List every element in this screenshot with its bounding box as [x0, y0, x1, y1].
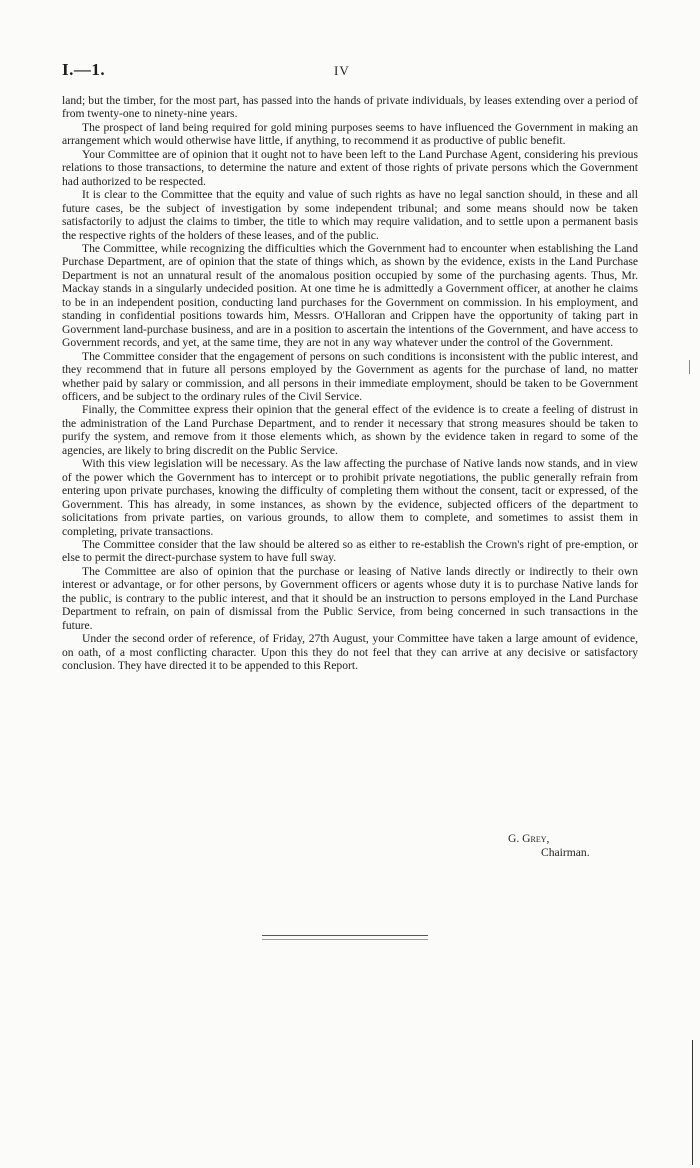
page-edge-mark [692, 1040, 693, 1165]
margin-mark [689, 360, 690, 374]
page-number: IV [334, 63, 350, 78]
paragraph: Under the second order of reference, of Friday, 27th August, your Committee have taken a large amount of evidence, on oath, of a most conflicting character. Upon this they do not feel that they can arrive at any decisive or satisfactory conclusion. They have directed it to be appended to this Report. [62, 632, 638, 673]
paragraph: The Committee consider that the law should be altered so as either to re-establish the Crown's right of pre-emption, or else to permit the direct-purchase system to have full sway. [62, 537, 638, 565]
paragraph: Finally, the Committee express their opinion that the general effect of the evidence is to create a feeling of distrust in the administration of the Land Purchase Department, and to render it necessary that strong measures should be taken to purify the system, and remove from it those elements which, as shown by the evidence taken in regard to some of the agencies, are likely to bring discredit on the Public Service. [62, 403, 638, 457]
report-body [62, 94, 638, 672]
paragraph: The prospect of land being required for gold mining purposes seems to have influenced the Government in making an arrangement which would otherwise have little, if anything, to recommend it as productive of public benefit. [62, 120, 638, 148]
paragraph: land; but the timber, for the most part, has passed into the hands of private individuals, by leases extending over a period of from twenty-one to ninety-nine years. [62, 94, 638, 121]
paragraph: With this view legislation will be necessary. As the law affecting the purchase of Native lands now stands, and in view of the power which the Government has to intercept or to prohibit private negotiations, the public generally refrain from entering upon private purchases, knowing the difficulty of completing them without the consent, tacit or expressed, of the Government. This has already, in some instances, as shown by the evidence, subjected officers of the department to solicitations from private parties, on various grounds, to allow them to complete, and sometimes to assist them in completing, private transactions. [62, 457, 638, 538]
paragraph: Your Committee are of opinion that it ought not to have been left to the Land Purchase Agent, considering his previous relations to those transactions, to determine the nature and extent of those rights of private persons which the Government had authorized to be respected. [62, 147, 638, 188]
signatory-name: G. Grey, [508, 832, 550, 845]
document-reference: I.—1. [62, 60, 106, 79]
paragraph: It is clear to the Committee that the equity and value of such rights as have no legal sanction should, in these and all future cases, be the subject of investigation by some independent tribunal; and some means should now be taken satisfactorily to adjust the claims to timber, the title to which may require validation, and to settle upon a permanent basis the respective rights of the holders of these leases, and of the public. [62, 188, 638, 242]
signatory-title: Chairman. [541, 846, 590, 859]
paragraph: The Committee are also of opinion that the purchase or leasing of Native lands directly or indirectly to their own interest or advantage, or for other persons, by Government officers or agents whose duty it is to purchase Native lands for the public, is contrary to the public interest, and that it should be an instruction to persons employed in the Land Purchase Department to refrain, on pain of dismissal from the Public Service, from being concerned in such transactions in the future. [62, 564, 638, 632]
section-divider [262, 935, 428, 940]
paragraph: The Committee consider that the engagement of persons on such conditions is inconsistent with the public interest, and they recommend that in future all persons employed by the Government as agents for the purchase of land, no matter whether paid by salary or commission, and all persons in their immediate employment, should be taken to be Government officers, and be subject to the ordinary rules of the Civil Service. [62, 349, 638, 403]
signature-block [508, 832, 590, 860]
paragraph: The Committee, while recognizing the difficulties which the Government had to encounter when establishing the Land Purchase Department, are of opinion that the state of things which, as shown by the evidence, exists in the Land Purchase Department is not an unnatural result of the anomalous position occupied by some of the purchasing agents. Thus, Mr. Mackay stands in a singularly undecided position. At one time he is admittedly a Government officer, at another he claims to be in an independent position, conducting land purchases for the Government on commission. In his employment, and standing in confidential positions towards him, Messrs. O'Halloran and Crippen have the opportunity of taking part in Government land-purchase business, and are in a position to ascertain the intentions of the Government, and have access to Government records, and yet, at the same time, they are not in any way whatever under the control of the Government. [62, 241, 638, 350]
